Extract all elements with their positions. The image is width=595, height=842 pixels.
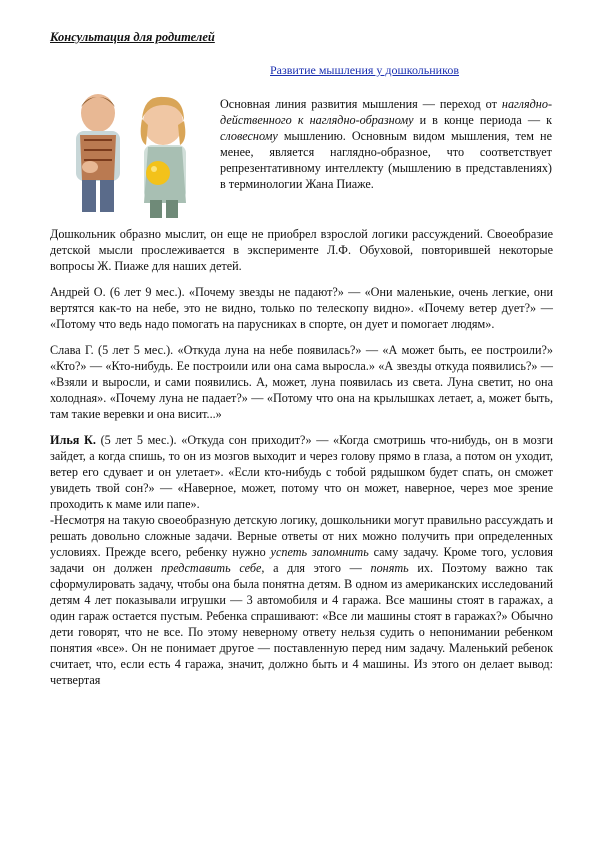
paragraph: -Несмотря на такую своеобразную детскую логику, дошкольники могут правильно рассуждать и решать довольно сложные задачи. Верные ответы от них можно получить при определенных условиях. Прежде всего, ребенку нужно успеть запомнить саму задачу. Кроме того, условия задачи он должен представить себе, а для этого — понять их. Поэтому важно так сформулировать задачу, чтобы она была понятна детям. В одном из американских исследований детям 4 лет показывали игрушки — 3 автомобиля и 4 гаража. Все машины стоят в гаражах, а один гараж остается пустым. Ребенка спрашивают: «Все ли машины стоят в гаражах?» Обычно дети говорят, что не все. По этому неверному ответу нельзя судить о непонимании ребенком понятия «все». Он не понимает другое — поставленную перед ним задачу. Маленький ребенок считает, что, если есть 4 гаража, значит, должно быть и 4 машины. Из этого он делает вывод: четвертая [50, 513, 553, 687]
children-photo [58, 85, 208, 220]
article-title[interactable]: Развитие мышления у дошкольников [270, 63, 459, 77]
paragraph: Слава Г. (5 лет 5 мес.). «Откуда луна на небе появилась?» — «А может быть, ее построили?» «Кто?» — «Кто-нибудь. Ее построили или она сама выросла.» «А звезды откуда появились?» — «Взяли и выросли, и сами появились. А, может, луна появилась из света. Луна светит, но она холодная». «Почему луна не падает?» — «Потому что она на крылышках летает, а, может быть, там такие веревки и она висит...» [50, 343, 553, 421]
boy-figure [76, 94, 120, 212]
page-header: Консультация для родителей [50, 30, 215, 44]
article-body [50, 226, 553, 688]
paragraph: Андрей О. (6 лет 9 мес.). «Почему звезды не падают?» — «Они маленькие, очень легкие, они вертятся как-то на небе, это не видно, только по телескопу видно». «Почему ветер дует?» — «Потому что ведь надо помогать на парусниках в спорте, он дует и помогает людям». [50, 285, 553, 331]
intro-paragraph: Основная линия развития мышления — переход от наглядно-действенного к наглядно-образному и в конце периода — к словесному мышлению. Основным видом мышления, тем не менее, является наглядно-образное, что соответствует репрезентативному интеллекту (мышлению в представлениях) в терминологии Жана Пиаже. [220, 97, 552, 191]
girl-figure [141, 97, 186, 218]
paragraph: Илья К. (5 лет 5 мес.). «Откуда сон приходит?» — «Когда смотришь что-нибудь, он в мозги зайдет, а когда спишь, то он из мозгов выходит и через голову прямо в глаза, а потом он уходит, ветер его сдувает и он улетает». «Если кто-нибудь с тобой рядышком будет спать, он сможет увидеть твой сон?» — «Наверное, может, потому что он может, наверное, через мое зрение проходить к маме или папе». [50, 433, 553, 511]
paragraph: Дошкольник образно мыслит, он еще не приобрел взрослой логики рассуждений. Своеобразие детской мысли прослеживается в эксперименте Л.Ф. Обуховой, повторившей некоторые вопросы Ж. Пиаже для наших детей. [50, 227, 553, 273]
